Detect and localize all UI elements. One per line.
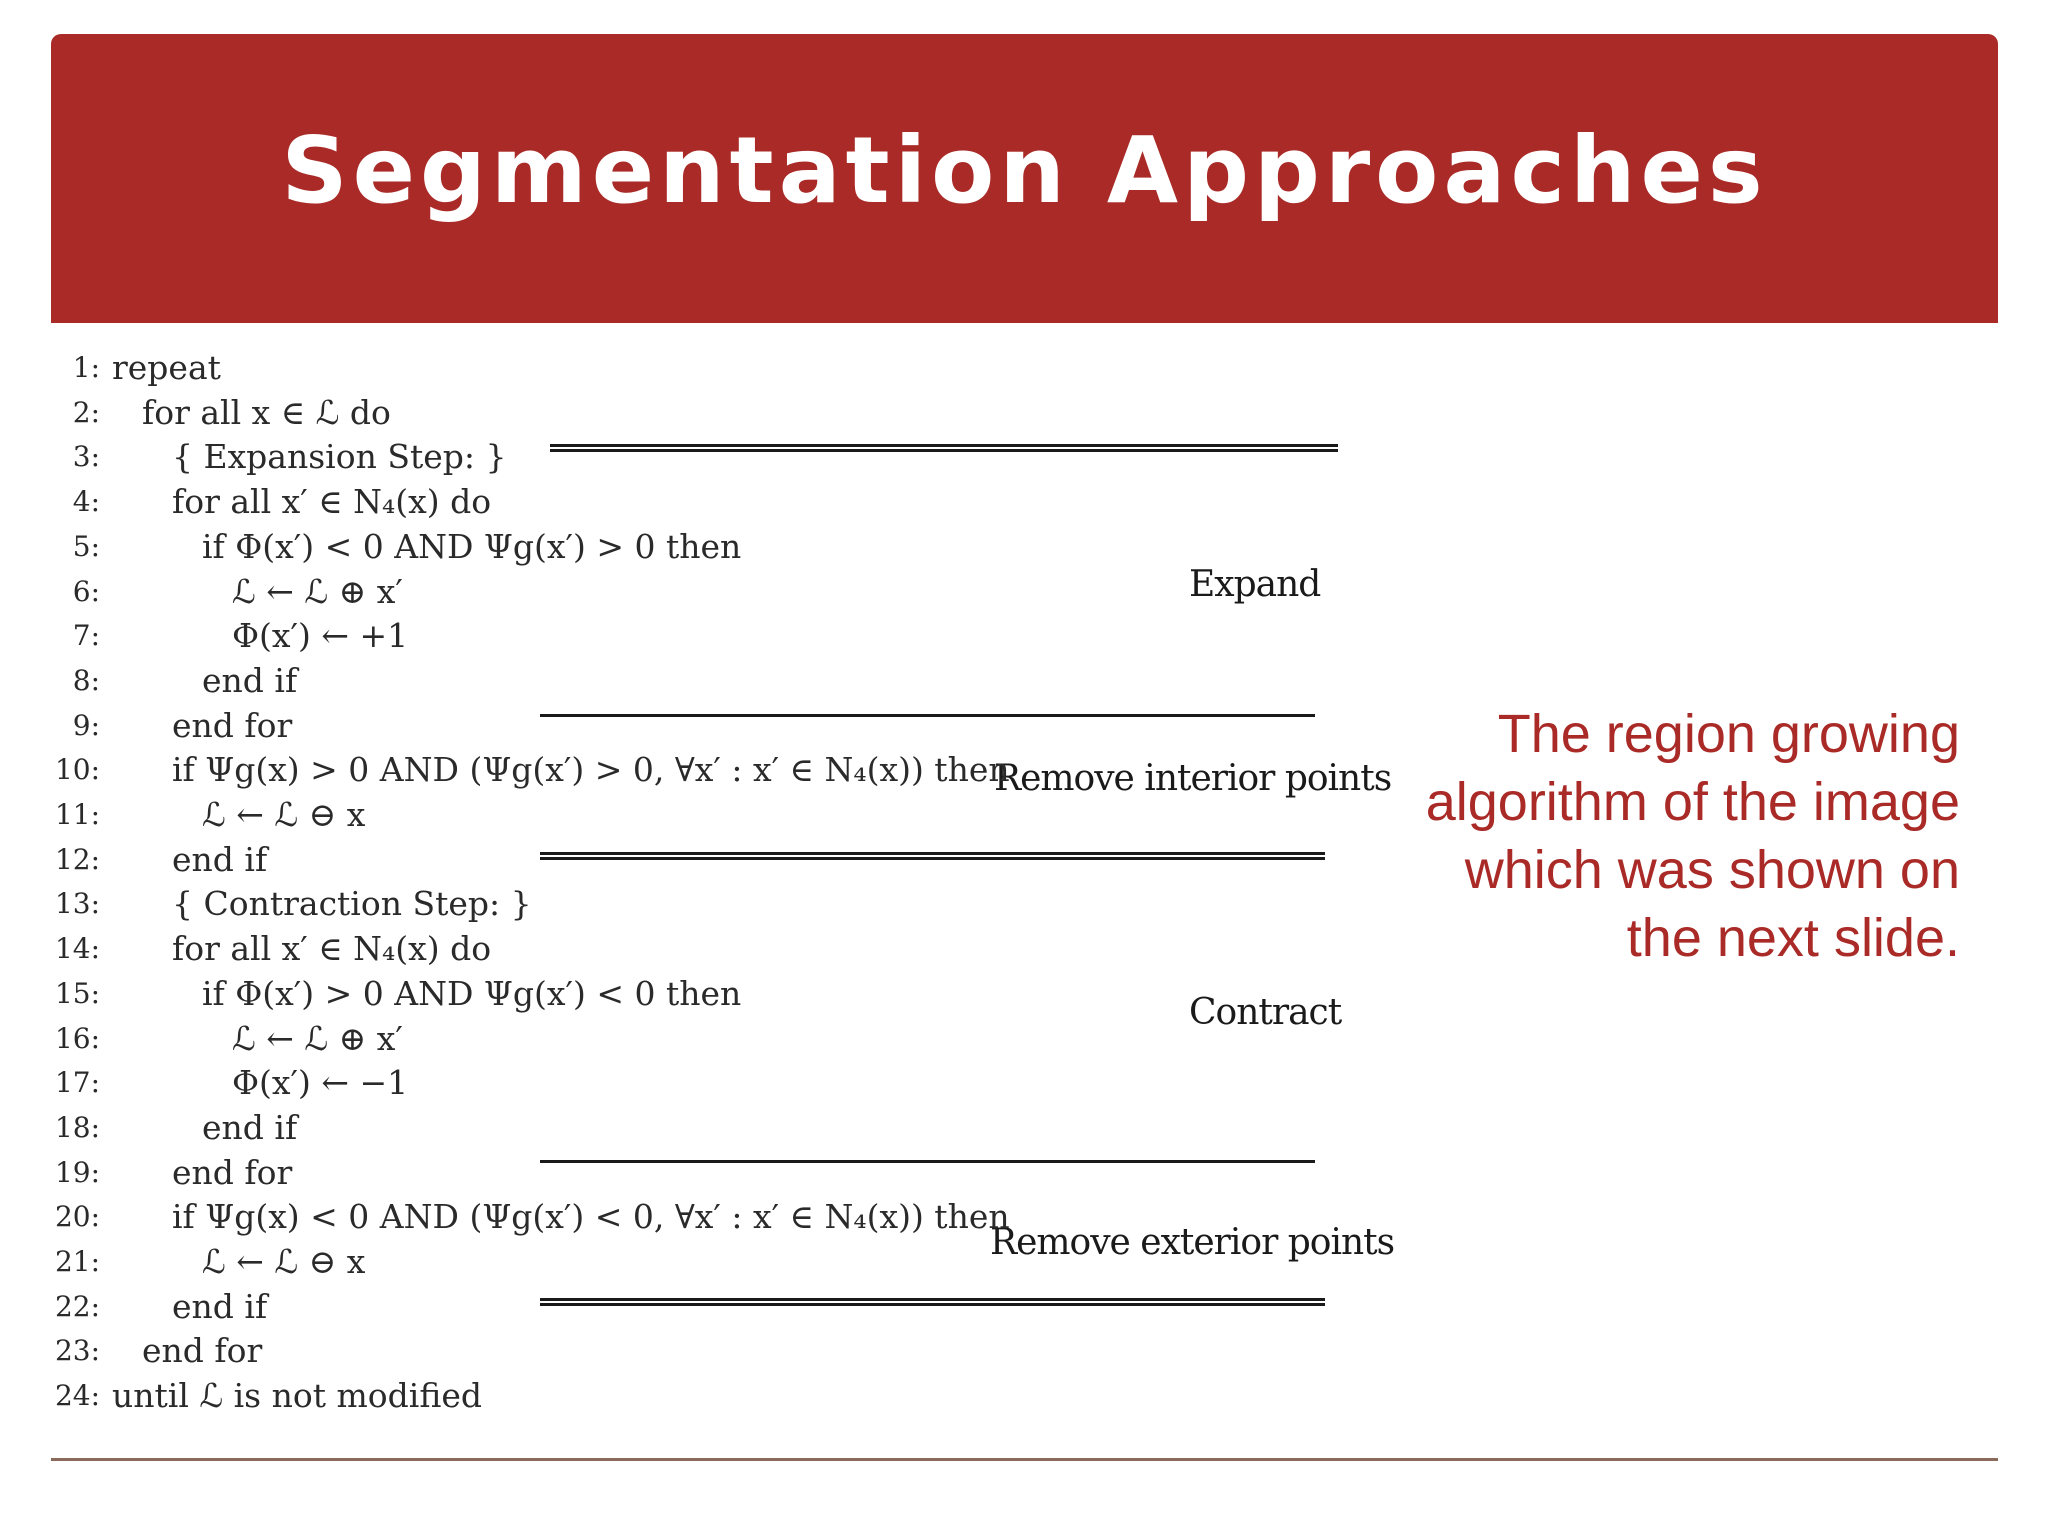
contract-bottom-rule [540, 1160, 1315, 1163]
algorithm-line: end for [172, 1153, 293, 1192]
line-number: 17: [54, 1066, 100, 1099]
algorithm-line: end if [202, 1108, 298, 1147]
algorithm-line: ℒ ← ℒ ⊖ x [202, 795, 366, 834]
expand-bottom-rule [540, 714, 1315, 717]
line-number: 14: [54, 932, 100, 965]
annotation-expand: Expand [1189, 564, 1321, 605]
line-number: 5: [72, 530, 100, 563]
line-number: 15: [54, 977, 100, 1010]
slide-title: Segmentation Approaches [281, 117, 1768, 224]
exterior-bottom-rule [540, 1298, 1325, 1306]
interior-bottom-rule [540, 852, 1325, 860]
expansion-top-rule [550, 444, 1338, 452]
line-number: 22: [54, 1290, 100, 1323]
line-number: 19: [54, 1156, 100, 1189]
algorithm-line: end if [172, 840, 268, 879]
line-number: 6: [72, 575, 100, 608]
line-number: 8: [72, 664, 100, 697]
slide-description: The region growing algorithm of the image which was shown on the next slide. [1425, 704, 1960, 968]
line-number: 18: [54, 1111, 100, 1144]
algorithm-line: end for [172, 706, 293, 745]
line-number: 1: [72, 351, 100, 384]
line-number: 11: [54, 798, 100, 831]
algorithm-line: Φ(x′) ← +1 [232, 616, 409, 655]
algorithm-line: repeat [112, 348, 221, 387]
line-number: 12: [54, 843, 100, 876]
algorithm-line: if Φ(x′) > 0 AND Ψg(x′) < 0 then [202, 974, 742, 1013]
annotation-remove-exterior: Remove exterior points [990, 1222, 1395, 1263]
line-number: 7: [72, 619, 100, 652]
algorithm-line: if Ψg(x) < 0 AND (Ψg(x′) < 0, ∀x′ : x′ ∈ N₄(x)) then [172, 1197, 1010, 1236]
line-number: 16: [54, 1022, 100, 1055]
algorithm-line: ℒ ← ℒ ⊕ x′ [232, 572, 403, 611]
line-number: 4: [72, 485, 100, 518]
algorithm-line: for all x′ ∈ N₄(x) do [172, 929, 492, 968]
algorithm-line: ℒ ← ℒ ⊖ x [202, 1242, 366, 1281]
algorithm-line: until ℒ is not modified [112, 1376, 482, 1415]
line-number: 10: [54, 753, 100, 786]
algorithm-line: ℒ ← ℒ ⊕ x′ [232, 1019, 403, 1058]
algorithm-line: if Ψg(x) > 0 AND (Ψg(x′) > 0, ∀x′ : x′ ∈ N₄(x)) then [172, 750, 1010, 789]
line-number: 20: [54, 1200, 100, 1233]
algorithm-line: end for [142, 1331, 263, 1370]
algorithm-line: Φ(x′) ← −1 [232, 1063, 409, 1102]
line-number: 23: [54, 1334, 100, 1367]
algorithm-line: end if [172, 1287, 268, 1326]
line-number: 21: [54, 1245, 100, 1278]
algorithm-line: end if [202, 661, 298, 700]
line-number: 24: [54, 1379, 100, 1412]
algorithm-line: for all x′ ∈ N₄(x) do [172, 482, 492, 521]
footer-rule [51, 1458, 1998, 1461]
annotation-remove-interior: Remove interior points [994, 758, 1392, 799]
line-number: 13: [54, 887, 100, 920]
algorithm-line: for all x ∈ ℒ do [142, 393, 391, 432]
algorithm-line: { Contraction Step: } [172, 884, 532, 923]
algorithm-line: if Φ(x′) < 0 AND Ψg(x′) > 0 then [202, 527, 742, 566]
algorithm-line: { Expansion Step: } [172, 437, 507, 476]
line-number: 9: [72, 709, 100, 742]
line-number: 3: [72, 440, 100, 473]
annotation-contract: Contract [1189, 992, 1342, 1033]
line-number: 2: [72, 396, 100, 429]
